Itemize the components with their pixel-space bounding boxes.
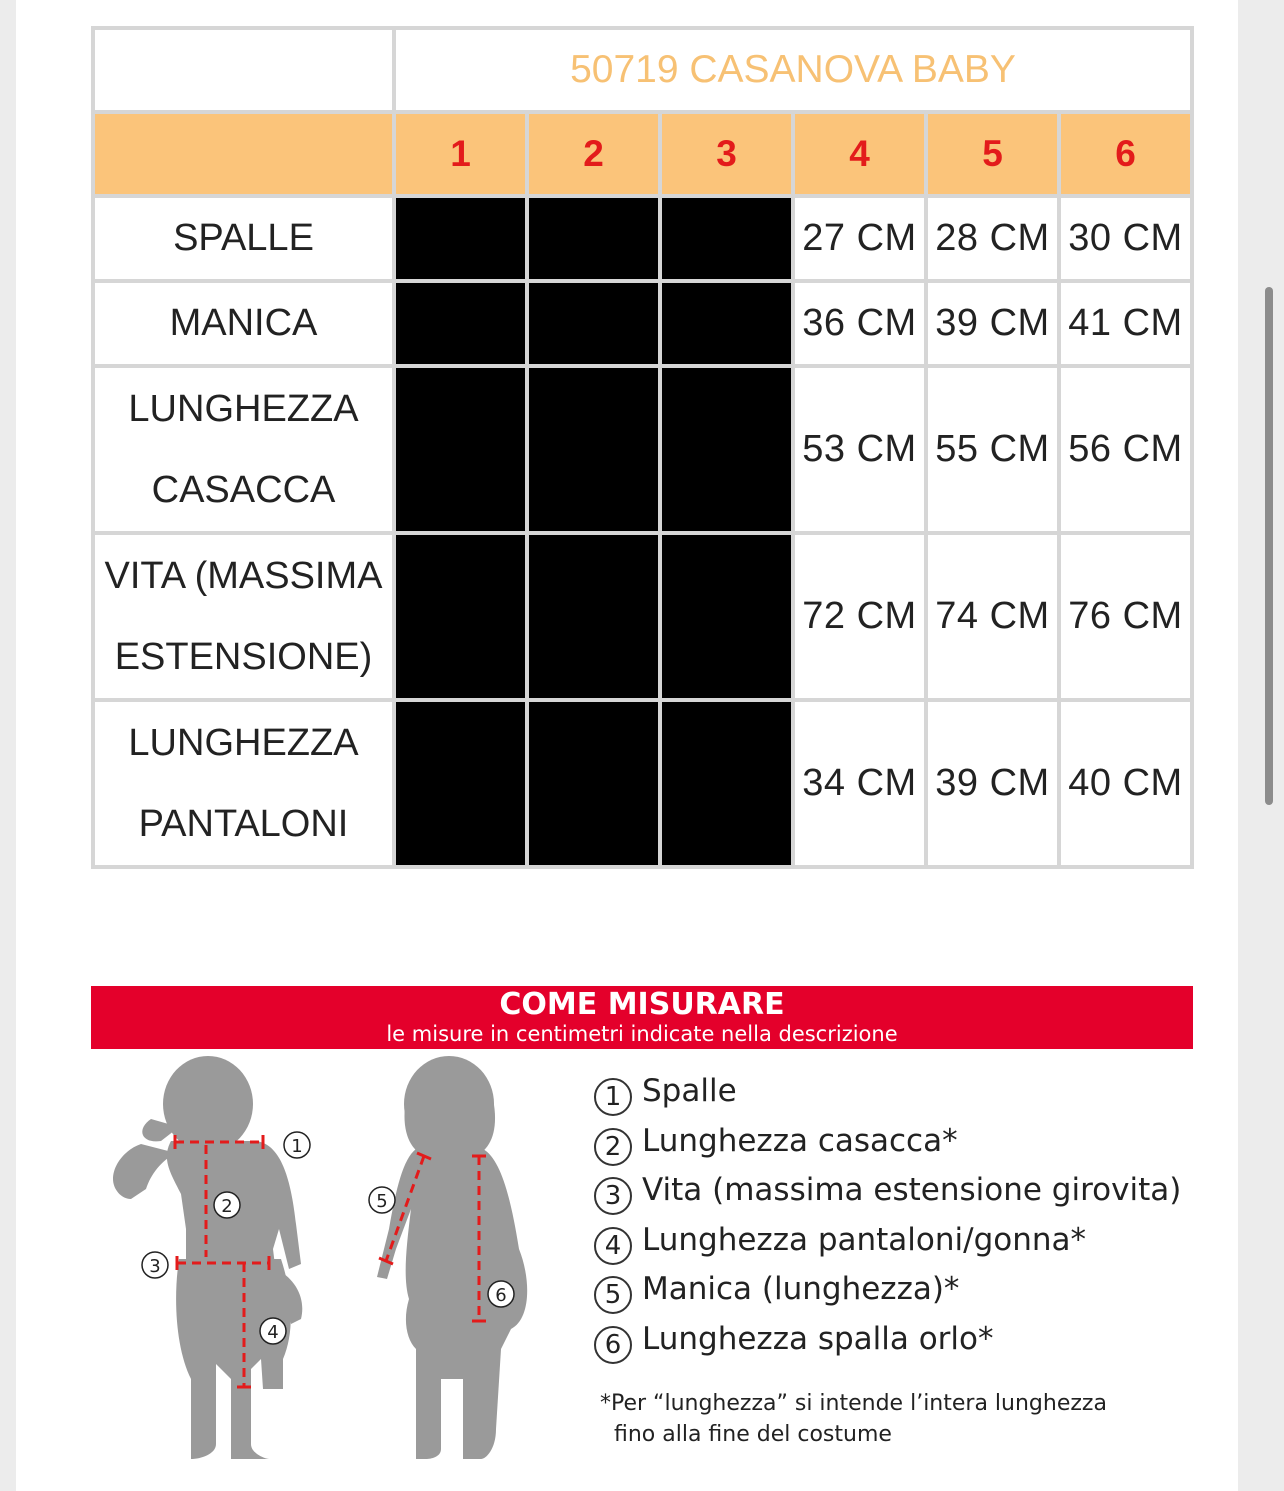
redacted-cell [396, 368, 525, 531]
row-label: VITA (MASSIMA ESTENSIONE) [95, 535, 392, 698]
value-cell: 72 CM [795, 535, 924, 698]
length-note: *Per “lunghezza” si intende l’intera lunghezza fino alla fine del costume [600, 1391, 1107, 1447]
legend-item: 4 Lunghezza pantaloni/gonna* [594, 1217, 1214, 1267]
table-title: 50719 CASANOVA BABY [396, 30, 1190, 110]
value-cell: 28 CM [928, 198, 1057, 279]
size-header: 5 [928, 114, 1057, 194]
how-to-measure-banner [91, 986, 1193, 1049]
value-cell: 34 CM [795, 702, 924, 865]
value-cell: 53 CM [795, 368, 924, 531]
row-label: LUNGHEZZA CASACCA [95, 368, 392, 531]
svg-text:2: 2 [221, 1196, 233, 1217]
figure-label [260, 1318, 286, 1344]
figure-label [142, 1252, 168, 1278]
girl-figure-icon [377, 1056, 527, 1459]
size-header: 2 [529, 114, 658, 194]
size-header: 4 [795, 114, 924, 194]
value-cell: 27 CM [795, 198, 924, 279]
size-header: 1 [396, 114, 525, 194]
row-label: MANICA [95, 283, 392, 364]
redacted-cell [529, 283, 658, 364]
row-label: LUNGHEZZA PANTALONI [95, 702, 392, 865]
redacted-cell [662, 198, 791, 279]
legend-item: 6 Lunghezza spalla orlo* [594, 1316, 1214, 1366]
banner-subtitle: le misure in centimetri indicate nella descrizione [386, 1022, 898, 1046]
figure-label [369, 1187, 395, 1213]
table-row [95, 702, 1190, 865]
svg-text:1: 1 [291, 1136, 303, 1157]
redacted-cell [529, 535, 658, 698]
size-header: 3 [662, 114, 791, 194]
redacted-cell [529, 368, 658, 531]
value-cell: 76 CM [1061, 535, 1190, 698]
redacted-cell [396, 283, 525, 364]
redacted-cell [396, 535, 525, 698]
legend-item: 2 Lunghezza casacca* [594, 1118, 1214, 1168]
table-row [95, 283, 1190, 364]
value-cell: 39 CM [928, 283, 1057, 364]
value-cell: 36 CM [795, 283, 924, 364]
table-row [95, 535, 1190, 698]
redacted-cell [662, 283, 791, 364]
svg-text:4: 4 [267, 1322, 279, 1343]
figure-label [488, 1281, 514, 1307]
banner-title: COME MISURARE [499, 987, 785, 1022]
redacted-cell [662, 368, 791, 531]
table-row [95, 368, 1190, 531]
redacted-cell [529, 198, 658, 279]
value-cell: 41 CM [1061, 283, 1190, 364]
redacted-cell [662, 535, 791, 698]
boy-figure-icon [113, 1056, 302, 1459]
scrollbar[interactable] [1265, 287, 1273, 805]
redacted-cell [396, 198, 525, 279]
value-cell: 40 CM [1061, 702, 1190, 865]
header-blank-cell [95, 114, 392, 194]
legend-item: 3 Vita (massima estensione girovita) [594, 1167, 1214, 1217]
svg-text:5: 5 [376, 1191, 388, 1212]
redacted-cell [662, 702, 791, 865]
figure-label [284, 1132, 310, 1158]
redacted-cell [396, 702, 525, 865]
legend-item: 5 Manica (lunghezza)* [594, 1266, 1214, 1316]
size-header: 6 [1061, 114, 1190, 194]
table-corner-cell [95, 30, 392, 110]
legend-item: 1 Spalle [594, 1068, 1214, 1118]
value-cell: 56 CM [1061, 368, 1190, 531]
size-header-row [95, 114, 1190, 194]
value-cell: 74 CM [928, 535, 1057, 698]
table-row [95, 198, 1190, 279]
figure-label [214, 1192, 240, 1218]
value-cell: 30 CM [1061, 198, 1190, 279]
value-cell: 39 CM [928, 702, 1057, 865]
measure-figures [91, 1049, 561, 1469]
redacted-cell [529, 702, 658, 865]
measure-legend [594, 1068, 1214, 1366]
svg-text:3: 3 [149, 1256, 161, 1277]
svg-text:6: 6 [495, 1285, 507, 1306]
row-label: SPALLE [95, 198, 392, 279]
size-table [91, 26, 1194, 869]
value-cell: 55 CM [928, 368, 1057, 531]
